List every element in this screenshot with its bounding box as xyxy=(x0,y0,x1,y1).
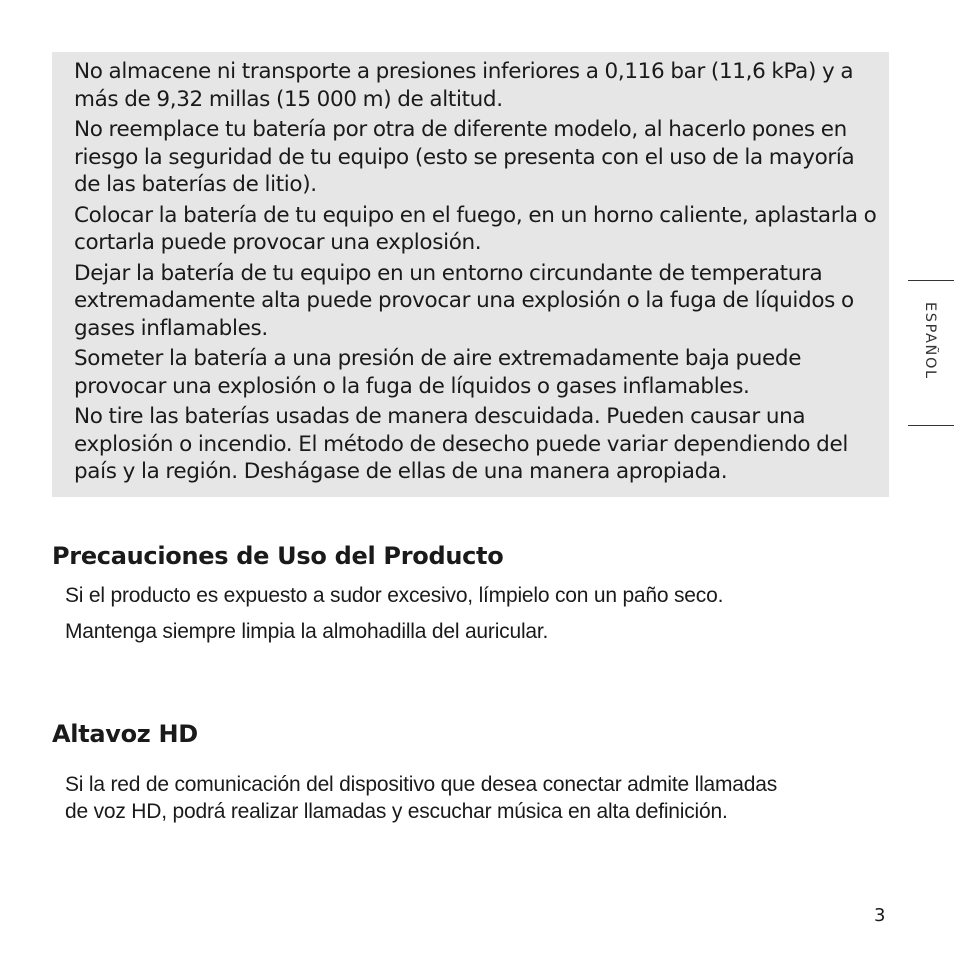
hd-speaker-line: de voz HD, podrá realizar llamadas y escuchar música en alta definición. xyxy=(65,800,728,823)
battery-warning-box xyxy=(52,52,889,497)
language-label: ESPAÑOL xyxy=(922,302,938,380)
language-side-tab xyxy=(908,280,954,426)
precautions-line: Si el producto es expuesto a sudor excesivo, límpielo con un paño seco. xyxy=(65,584,724,607)
hd-speaker-line: Si la red de comunicación del dispositivo que desea conectar admite llamadas xyxy=(65,773,778,796)
precautions-heading: Precauciones de Uso del Producto xyxy=(52,542,504,570)
side-tab-top-rule xyxy=(908,280,954,281)
warning-item: Colocar la batería de tu equipo en el fuego, en un horno caliente, aplastarla o cortarla puede provocar una explosión. xyxy=(74,202,877,255)
warning-item: No almacene ni transporte a presiones inferiores a 0,116 bar (11,6 kPa) y a más de 9,32 millas (15 000 m) de altitud. xyxy=(74,59,854,112)
warning-item: No tire las baterías usadas de manera descuidada. Pueden causar una explosión o incendio. El método de desecho puede variar dependiendo del país y la región. Deshágase de ellas de una manera apropiada. xyxy=(74,404,848,484)
side-tab-bottom-rule xyxy=(908,425,954,426)
page-number: 3 xyxy=(874,905,886,926)
warning-item: Someter la batería a una presión de aire extremadamente baja puede provocar una explosión o la fuga de líquidos o gases inflamables. xyxy=(74,346,802,399)
precautions-line: Mantenga siempre limpia la almohadilla del auricular. xyxy=(65,620,549,643)
hd-speaker-heading: Altavoz HD xyxy=(52,720,198,748)
warning-item: No reemplace tu batería por otra de diferente modelo, al hacerlo pones en riesgo la seguridad de tu equipo (esto se presenta con el uso de la mayoría de las baterías de litio). xyxy=(74,117,855,197)
warning-item: Dejar la batería de tu equipo en un entorno circundante de temperatura extremadamente alta puede provocar una explosión o la fuga de líquidos o gases inflamables. xyxy=(74,260,854,341)
